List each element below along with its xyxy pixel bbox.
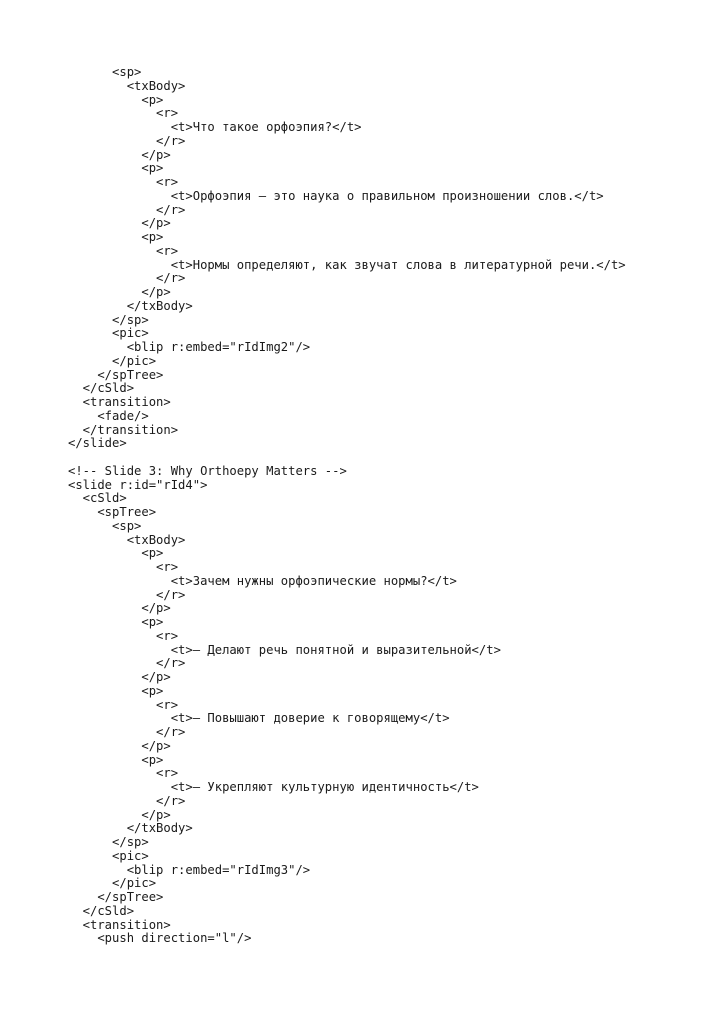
code-listing xyxy=(68,66,626,946)
code-line: <t>Зачем нужны орфоэпические нормы?</t> xyxy=(68,573,457,588)
code-line: </p> xyxy=(68,216,171,231)
code-line: </pic> xyxy=(68,353,157,368)
code-line: <p> xyxy=(68,615,164,629)
code-line: <r> xyxy=(68,106,179,121)
code-line: <txBody> xyxy=(68,78,186,93)
code-line: <slide r:id="rId4"> xyxy=(68,477,208,492)
code-line: <r> xyxy=(68,628,179,643)
code-line: </slide> xyxy=(68,436,127,451)
code-line: </r> xyxy=(68,793,186,808)
code-line: </p> xyxy=(68,670,171,684)
code-line: </r> xyxy=(68,271,186,286)
code-line: <r> xyxy=(68,697,179,712)
code-line: </p> xyxy=(68,601,171,616)
code-line: <t>– Делают речь понятной и выразительной</t> xyxy=(68,642,501,657)
code-line: <t>Что такое орфоэпия?</t> xyxy=(68,120,362,134)
code-line: </sp> xyxy=(68,835,149,849)
code-line: <sp> xyxy=(68,65,142,79)
code-line: <pic> xyxy=(68,848,149,863)
code-line: </transition> xyxy=(68,422,179,437)
code-line: <!-- Slide 3: Why Orthoepy Matters --> xyxy=(68,463,347,478)
code-line: </r> xyxy=(68,656,186,671)
code-line: <fade/> xyxy=(68,408,149,423)
code-line: </p> xyxy=(68,285,171,299)
code-line: </r> xyxy=(68,587,186,602)
code-line: <pic> xyxy=(68,326,149,341)
code-line: </spTree> xyxy=(68,890,164,904)
code-line: </r> xyxy=(68,725,186,739)
code-line: <r> xyxy=(68,243,179,258)
code-line: </p> xyxy=(68,738,171,753)
code-line: <t>Нормы определяют, как звучат слова в литературной речи.</t> xyxy=(68,257,626,272)
code-line: </txBody> xyxy=(68,821,193,836)
code-line: <p> xyxy=(68,230,164,244)
code-line: </pic> xyxy=(68,876,157,891)
code-line: <push direction="l"/> xyxy=(68,931,252,946)
code-line: <p> xyxy=(68,683,164,698)
code-line: <t>Орфоэпия – это наука о правильном произношении слов.</t> xyxy=(68,188,604,203)
code-line: </txBody> xyxy=(68,298,193,313)
code-line: <p> xyxy=(68,161,164,176)
code-line: <r> xyxy=(68,766,179,781)
code-line: <p> xyxy=(68,752,164,767)
code-line xyxy=(68,451,626,465)
code-line: <r> xyxy=(68,560,179,574)
code-line: <t>– Укрепляют культурную идентичность</t> xyxy=(68,780,479,794)
code-line: </r> xyxy=(68,202,186,217)
code-line: <p> xyxy=(68,546,164,561)
code-line: <transition> xyxy=(68,917,171,932)
code-line: </p> xyxy=(68,807,171,822)
code-line: <txBody> xyxy=(68,532,186,547)
code-line: </spTree> xyxy=(68,367,164,382)
code-line: </r> xyxy=(68,133,186,148)
code-line: <transition> xyxy=(68,395,171,409)
code-line: <p> xyxy=(68,92,164,107)
code-line: <t>– Повышают доверие к говорящему</t> xyxy=(68,711,450,726)
code-line: <blip r:embed="rIdImg2"/> xyxy=(68,340,311,354)
code-line: </cSld> xyxy=(68,381,135,396)
code-line: </sp> xyxy=(68,312,149,327)
code-line: </cSld> xyxy=(68,903,135,918)
code-line: <r> xyxy=(68,175,179,189)
code-line: <cSld> xyxy=(68,491,127,506)
code-line: </p> xyxy=(68,147,171,162)
code-line: <blip r:embed="rIdImg3"/> xyxy=(68,862,311,877)
code-line: <sp> xyxy=(68,518,142,533)
code-line: <spTree> xyxy=(68,505,157,519)
